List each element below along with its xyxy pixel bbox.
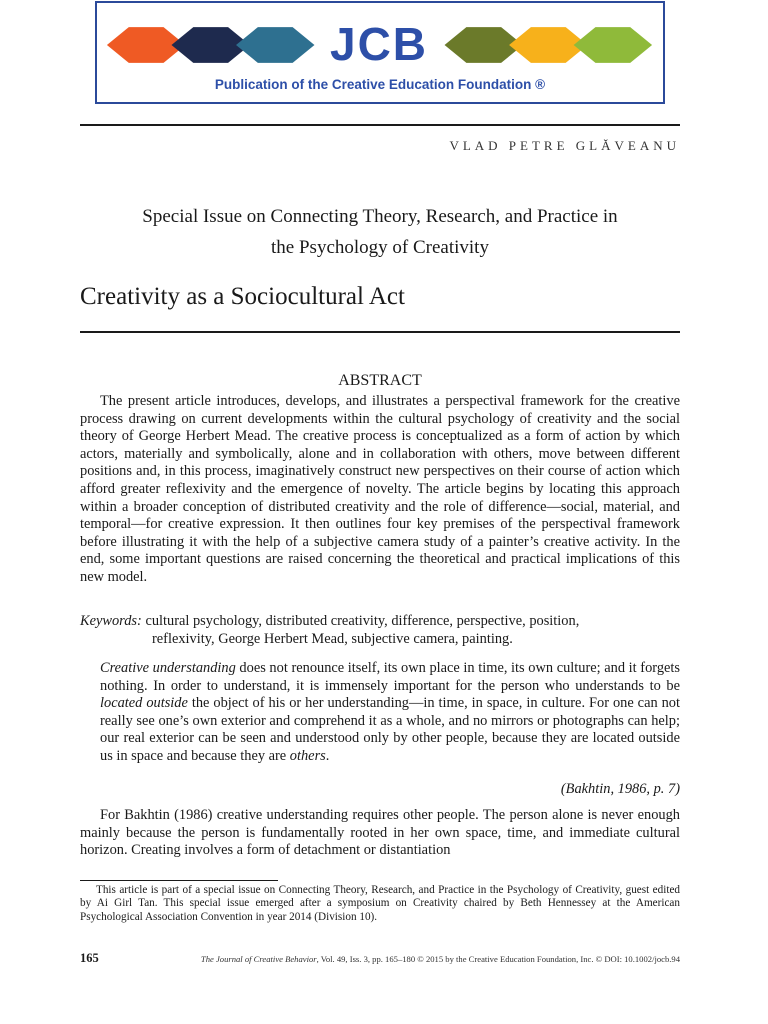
quote-italic-start: Creative understanding xyxy=(100,660,236,676)
quote-part-1: does not renounce itself, its own place in time, its own culture; and it forgets nothing. In order to understand, it is immensely important for the person who understands to be xyxy=(100,660,680,694)
quote-part-2: the object of his or her understanding—in time, in space, in culture. For one can not really see one’s own exterior and comprehend it as a whole, and no mirrors or photographs can help; our real exterior can be seen and understood only by other people, because they are located outside us in space and because they are xyxy=(100,695,680,764)
keywords-label: Keywords: xyxy=(80,613,142,629)
special-issue-line-2: the Psychology of Creativity xyxy=(271,237,489,258)
top-divider xyxy=(80,124,680,126)
abstract-text: The present article introduces, develops, and illustrates a perspectival framework for the creative process drawing on current developments within the cultural psychology of creativity and the social theory of George Herbert Mead. The creative process is conceptualized as a form of action by which actors, materially and symbolically, alone and in collaboration with others, move between different positions and, in this process, imaginatively construct new perspectives on their course of action which afford greater reflexivity and the emergence of novelty. The article begins by locating this approach within a broader conception of distributed creativity and the role of difference—social, material, and temporal—for creative expression. It then outlines four key premises of the perspectival framework before illustrating it with the help of a subjective camera study of a painter’s creative activity. In the end, some important questions are raised concerning the theoretical and practical implications of this new model. xyxy=(80,393,680,585)
quote-italic-end: others xyxy=(289,747,326,764)
keywords-line-1: cultural psychology, distributed creativity, difference, perspective, position, xyxy=(145,613,580,629)
article-title: Creativity as a Sociocultural Act xyxy=(80,283,405,310)
journal-name: The Journal of Creative Behavior xyxy=(200,954,317,964)
footnote-divider xyxy=(80,880,278,881)
quote-part-3: . xyxy=(325,747,330,764)
abstract-heading: ABSTRACT xyxy=(338,372,422,389)
journal-banner xyxy=(95,1,665,104)
title-divider xyxy=(80,331,680,333)
journal-details: , Vol. 49, Iss. 3, pp. 165–180 © 2015 by the Creative Education Foundation, Inc. © DOI: 10.1002/jocb.94 xyxy=(316,954,680,964)
publisher-subtitle: Publication of the Creative Education Foundation ® xyxy=(214,77,546,92)
diamond-green-icon xyxy=(574,27,652,63)
body-paragraph-1: For Bakhtin (1986) creative understanding requires other people. The person alone is never enough mainly because the person is fundamentally rooted in her own space, time, and immediate cultural horizon. Creating involves a form of detachment or distantiation xyxy=(80,807,680,859)
jcb-logo-text: JCB xyxy=(330,18,429,70)
diamond-teal-icon xyxy=(236,27,314,63)
epigraph-quote xyxy=(100,660,680,766)
journal-citation xyxy=(201,954,680,964)
keywords-line-2: reflexivity, George Herbert Mead, subjective camera, painting. xyxy=(152,631,513,647)
special-issue-heading xyxy=(80,201,680,263)
quote-italic-mid: located outside xyxy=(100,695,188,712)
keywords-block xyxy=(80,612,680,648)
quote-citation: (Bakhtin, 1986, p. 7) xyxy=(560,781,680,797)
page-number: 165 xyxy=(80,951,99,965)
special-issue-line-1: Special Issue on Connecting Theory, Research, and Practice in xyxy=(142,206,618,227)
footnote-text: This article is part of a special issue on Connecting Theory, Research, and Practice in the Psychology of Creativity, guest edited by Ai Girl Tan. This special issue emerged after a symposium on Creativity chaired by Beth Hennessey at the American Psychological Association Convention in year 2014 (Division 10). xyxy=(80,884,680,923)
author-name: VLAD PETRE GLĂVEANU xyxy=(449,138,680,153)
